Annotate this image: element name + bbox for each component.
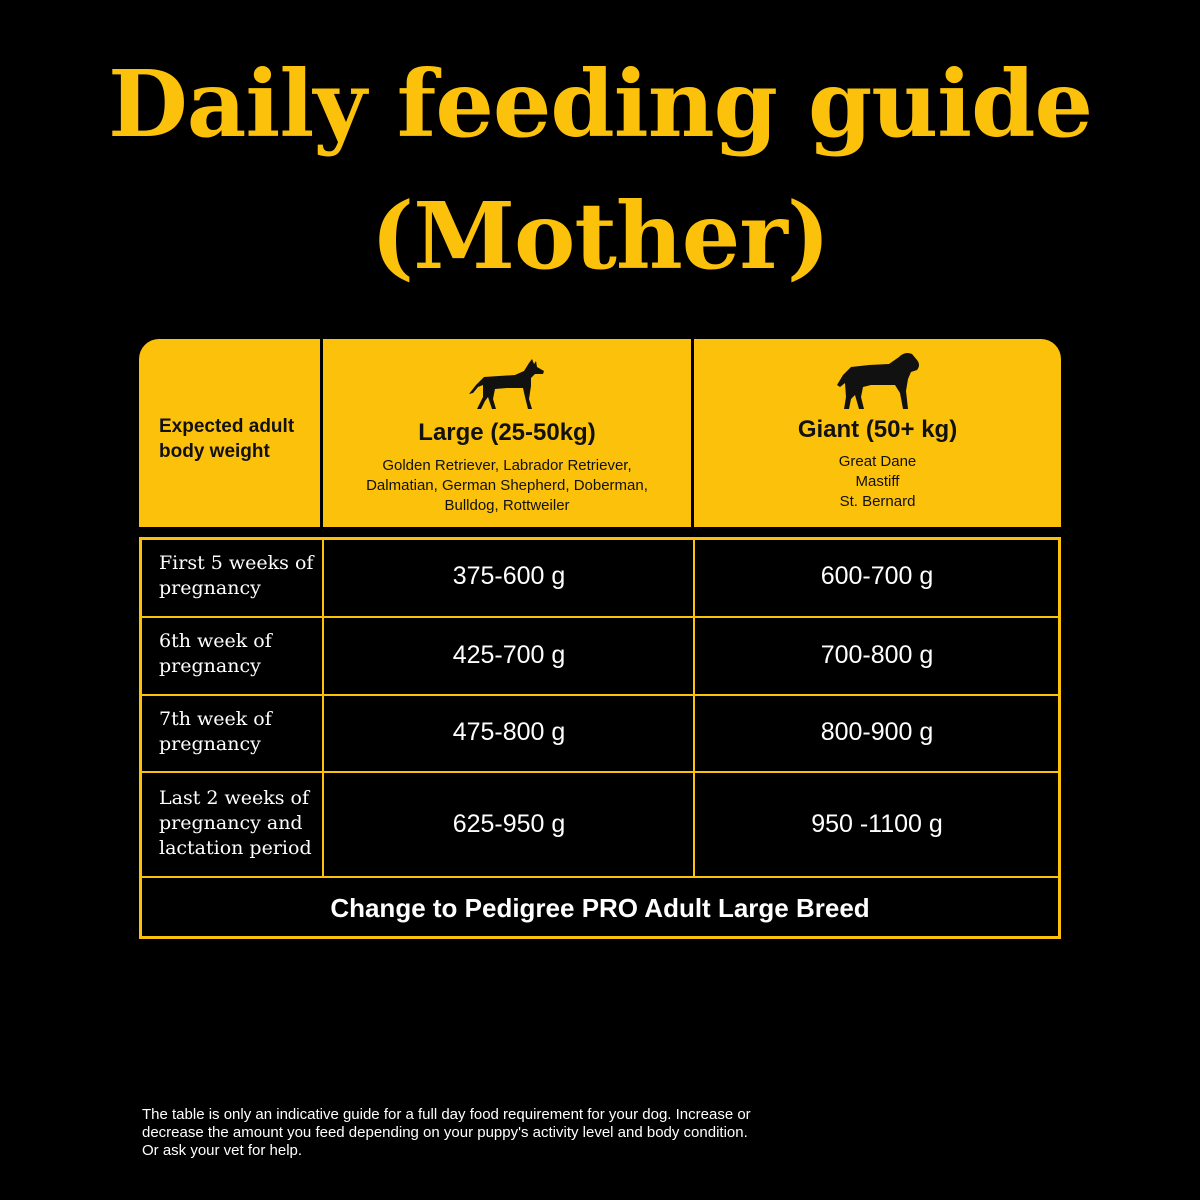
page-title-line2: (Mother) [370, 182, 830, 290]
value-large-4: 625-950 g [452, 810, 566, 838]
header-label-cell [139, 339, 320, 527]
value-giant-4: 950 -1100 g [811, 810, 943, 838]
column-divider [322, 540, 324, 876]
header-label: Expected adult body weight [159, 416, 295, 462]
page-title-line1: Daily feeding guide [108, 50, 1092, 158]
header-title-giant: Giant (50+ kg) [797, 416, 958, 443]
value-giant-3: 800-900 g [820, 718, 934, 746]
feeding-table [139, 537, 1061, 939]
dog-giant-icon [837, 351, 921, 411]
row-label-2: 6th week of pregnancy [159, 630, 272, 677]
breeds-giant-line3: St. Bernard [839, 493, 916, 510]
header-title-large: Large (25-50kg) [418, 419, 596, 446]
value-giant-2: 700-800 g [820, 641, 934, 669]
disclaimer-line1: The table is only an indicative guide for a full day food requirement for your dog. Increase or [142, 1106, 751, 1123]
breeds-large-line2: Dalmatian, German Shepherd, Doberman, [366, 477, 648, 494]
header-cell-giant [694, 339, 1061, 527]
breeds-giant-line1: Great Dane [838, 453, 917, 470]
value-giant-1: 600-700 g [820, 562, 934, 590]
row-divider [142, 694, 1058, 696]
value-large-3: 475-800 g [452, 718, 566, 746]
value-large-1: 375-600 g [452, 562, 566, 590]
header-cell-large [323, 339, 691, 527]
breeds-large-line1: Golden Retriever, Labrador Retriever, [382, 457, 632, 474]
disclaimer-line2: decrease the amount you feed depending on your puppy's activity level and body condition. [142, 1124, 748, 1141]
table-footer: Change to Pedigree PRO Adult Large Breed [330, 893, 870, 923]
disclaimer-line3: Or ask your vet for help. [142, 1142, 303, 1159]
dog-large-icon [469, 359, 547, 411]
value-large-2: 425-700 g [452, 641, 566, 669]
row-divider [142, 771, 1058, 773]
row-label-1: First 5 weeks of pregnancy [159, 552, 314, 599]
row-label-3: 7th week of pregnancy [159, 708, 272, 755]
disclaimer [142, 1106, 862, 1160]
column-divider [693, 540, 695, 876]
table-header [139, 339, 1061, 527]
breeds-giant-line2: Mastiff [855, 473, 900, 490]
row-divider [142, 616, 1058, 618]
row-label-4: Last 2 weeks of pregnancy and lactation period [159, 787, 312, 859]
breeds-large-line3: Bulldog, Rottweiler [444, 497, 570, 514]
